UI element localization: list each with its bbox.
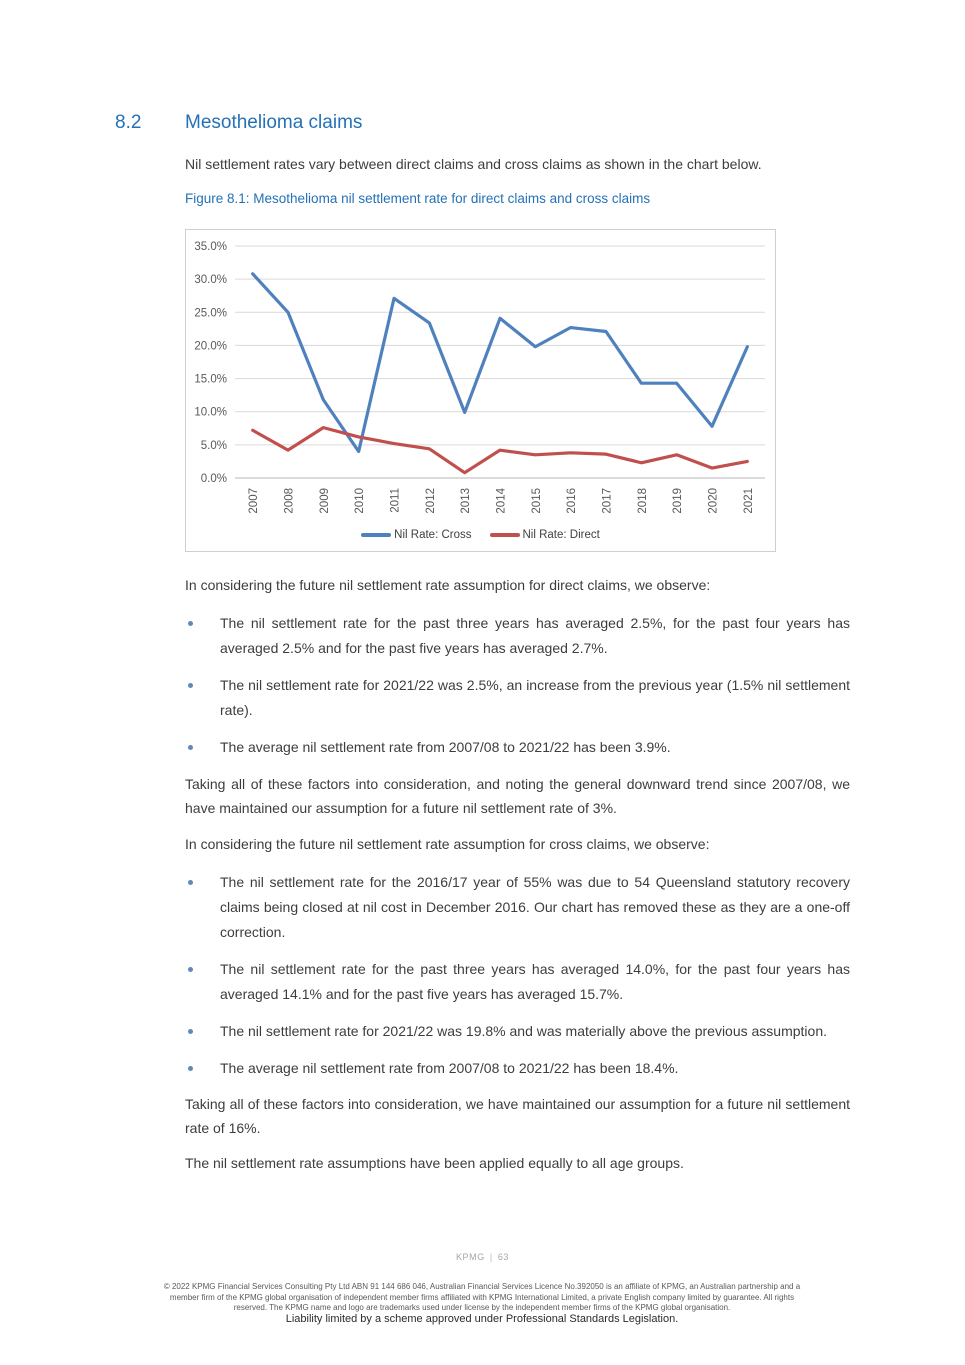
y-tick-label: 25.0% — [194, 307, 227, 320]
x-tick-label: 2018 — [636, 488, 649, 514]
x-tick-label: 2014 — [495, 488, 508, 514]
y-tick-label: 35.0% — [194, 241, 227, 253]
list-item — [185, 870, 850, 945]
nil-rate-chart-svg — [186, 230, 775, 551]
list-item — [185, 735, 850, 760]
x-tick-label: 2012 — [424, 488, 437, 514]
footer-brand: KPMG — [455, 1252, 485, 1262]
legend-label: Nil Rate: Direct — [522, 529, 600, 541]
x-tick-label: 2010 — [354, 488, 367, 514]
x-tick-label: 2020 — [707, 488, 720, 514]
y-tick-label: 20.0% — [194, 340, 227, 353]
list-item — [185, 957, 850, 1007]
bullet-text: The nil settlement rate for the past three years has averaged 2.5%, for the past four years has averaged 2.5% and for the past five years has averaged 2.7%. — [220, 615, 850, 656]
section-heading — [115, 111, 362, 135]
footer-separator: | — [489, 1252, 493, 1262]
bullet-text: The average nil settlement rate from 2007/08 to 2021/22 has been 3.9%. — [220, 739, 671, 755]
page-number: 63 — [497, 1252, 510, 1262]
x-tick-label: 2011 — [389, 488, 402, 513]
direct-intro-paragraph: In considering the future nil settlement rate assumption for direct claims, we observe: — [185, 577, 711, 593]
disclaimer-line: reserved. The KPMG name and logo are trademarks used under license by the independent member firms of the KPMG global organisation. — [233, 1303, 731, 1313]
legal-disclaimer — [102, 1282, 862, 1314]
bullet-text: The nil settlement rate for the past three years has averaged 14.0%, for the past four years has averaged 14.1% and for the past five years has averaged 15.7%. — [220, 961, 850, 1002]
y-tick-label: 15.0% — [194, 373, 227, 386]
list-item — [185, 1056, 850, 1081]
intro-paragraph: Nil settlement rates vary between direct claims and cross claims as shown in the chart below. — [185, 156, 762, 172]
disclaimer-line: member firm of the KPMG global organisation of independent member firms affiliated with KPMG International Limited, a private English company limited by guarantee. All rights — [169, 1292, 795, 1302]
bullet-text: The nil settlement rate for 2021/22 was 2.5%, an increase from the previous year (1.5% nil settlement rate). — [220, 677, 850, 718]
section-number: 8.2 — [115, 112, 142, 133]
content-column — [185, 152, 850, 1175]
figure-8-1-chart — [185, 229, 776, 552]
legend-item — [361, 529, 471, 541]
x-tick-label: 2007 — [248, 488, 261, 514]
closing-paragraph: The nil settlement rate assumptions have been applied equally to all age groups. — [185, 1155, 684, 1171]
cross-intro-paragraph: In considering the future nil settlement rate assumption for cross claims, we observe: — [185, 836, 710, 852]
series-line-nil-rate-direct — [253, 428, 748, 473]
x-tick-label: 2008 — [283, 488, 296, 514]
y-tick-label: 0.0% — [200, 473, 227, 485]
cross-conclusion-paragraph: Taking all of these factors into consideration, we have maintained our assumption for a future nil settlement rate of 16%. — [185, 1096, 850, 1136]
direct-conclusion-paragraph: Taking all of these factors into consideration, and noting the general downward trend since 2007/08, we have maintained our assumption for a future nil settlement rate of 3%. — [185, 776, 850, 816]
page-footer — [0, 1252, 965, 1262]
legend-item — [490, 529, 600, 541]
x-tick-label: 2017 — [601, 488, 614, 514]
x-tick-label: 2009 — [318, 488, 331, 514]
legend-line-swatch — [490, 533, 520, 536]
list-item — [185, 611, 850, 661]
x-tick-label: 2015 — [530, 488, 543, 514]
bullet-text: The nil settlement rate for the 2016/17 year of 55% was due to 54 Queensland statutory recovery claims being closed at nil cost in December 2016. Our chart has removed these as they are a one-off correction. — [220, 874, 850, 940]
chart-legend — [186, 529, 775, 541]
figure-caption: Figure 8.1: Mesothelioma nil settlement rate for direct claims and cross claims — [185, 191, 651, 206]
bullet-text: The average nil settlement rate from 2007/08 to 2021/22 has been 18.4%. — [220, 1060, 679, 1076]
x-tick-label: 2013 — [460, 488, 473, 514]
list-item — [185, 673, 850, 723]
y-tick-label: 30.0% — [194, 274, 227, 287]
x-tick-label: 2019 — [672, 488, 685, 514]
section-title: Mesothelioma claims — [185, 112, 363, 133]
y-tick-label: 5.0% — [200, 439, 227, 452]
legend-line-swatch — [361, 533, 391, 536]
liability-statement: Liability limited by a scheme approved under Professional Standards Legislation. — [285, 1313, 679, 1325]
disclaimer-line: © 2022 KPMG Financial Services Consulting Pty Ltd ABN 91 144 686 046, Australian Financial Services Licence No.392050 is an affiliate of KPMG, an Australian partnership and a — [163, 1282, 801, 1291]
y-tick-label: 10.0% — [194, 406, 227, 419]
legend-label: Nil Rate: Cross — [394, 529, 472, 541]
bullet-text: The nil settlement rate for 2021/22 was 19.8% and was materially above the previous assumption. — [220, 1023, 827, 1039]
list-item — [185, 1019, 850, 1044]
x-tick-label: 2016 — [566, 488, 579, 514]
x-tick-label: 2021 — [742, 488, 755, 514]
series-line-nil-rate-cross — [253, 274, 748, 452]
